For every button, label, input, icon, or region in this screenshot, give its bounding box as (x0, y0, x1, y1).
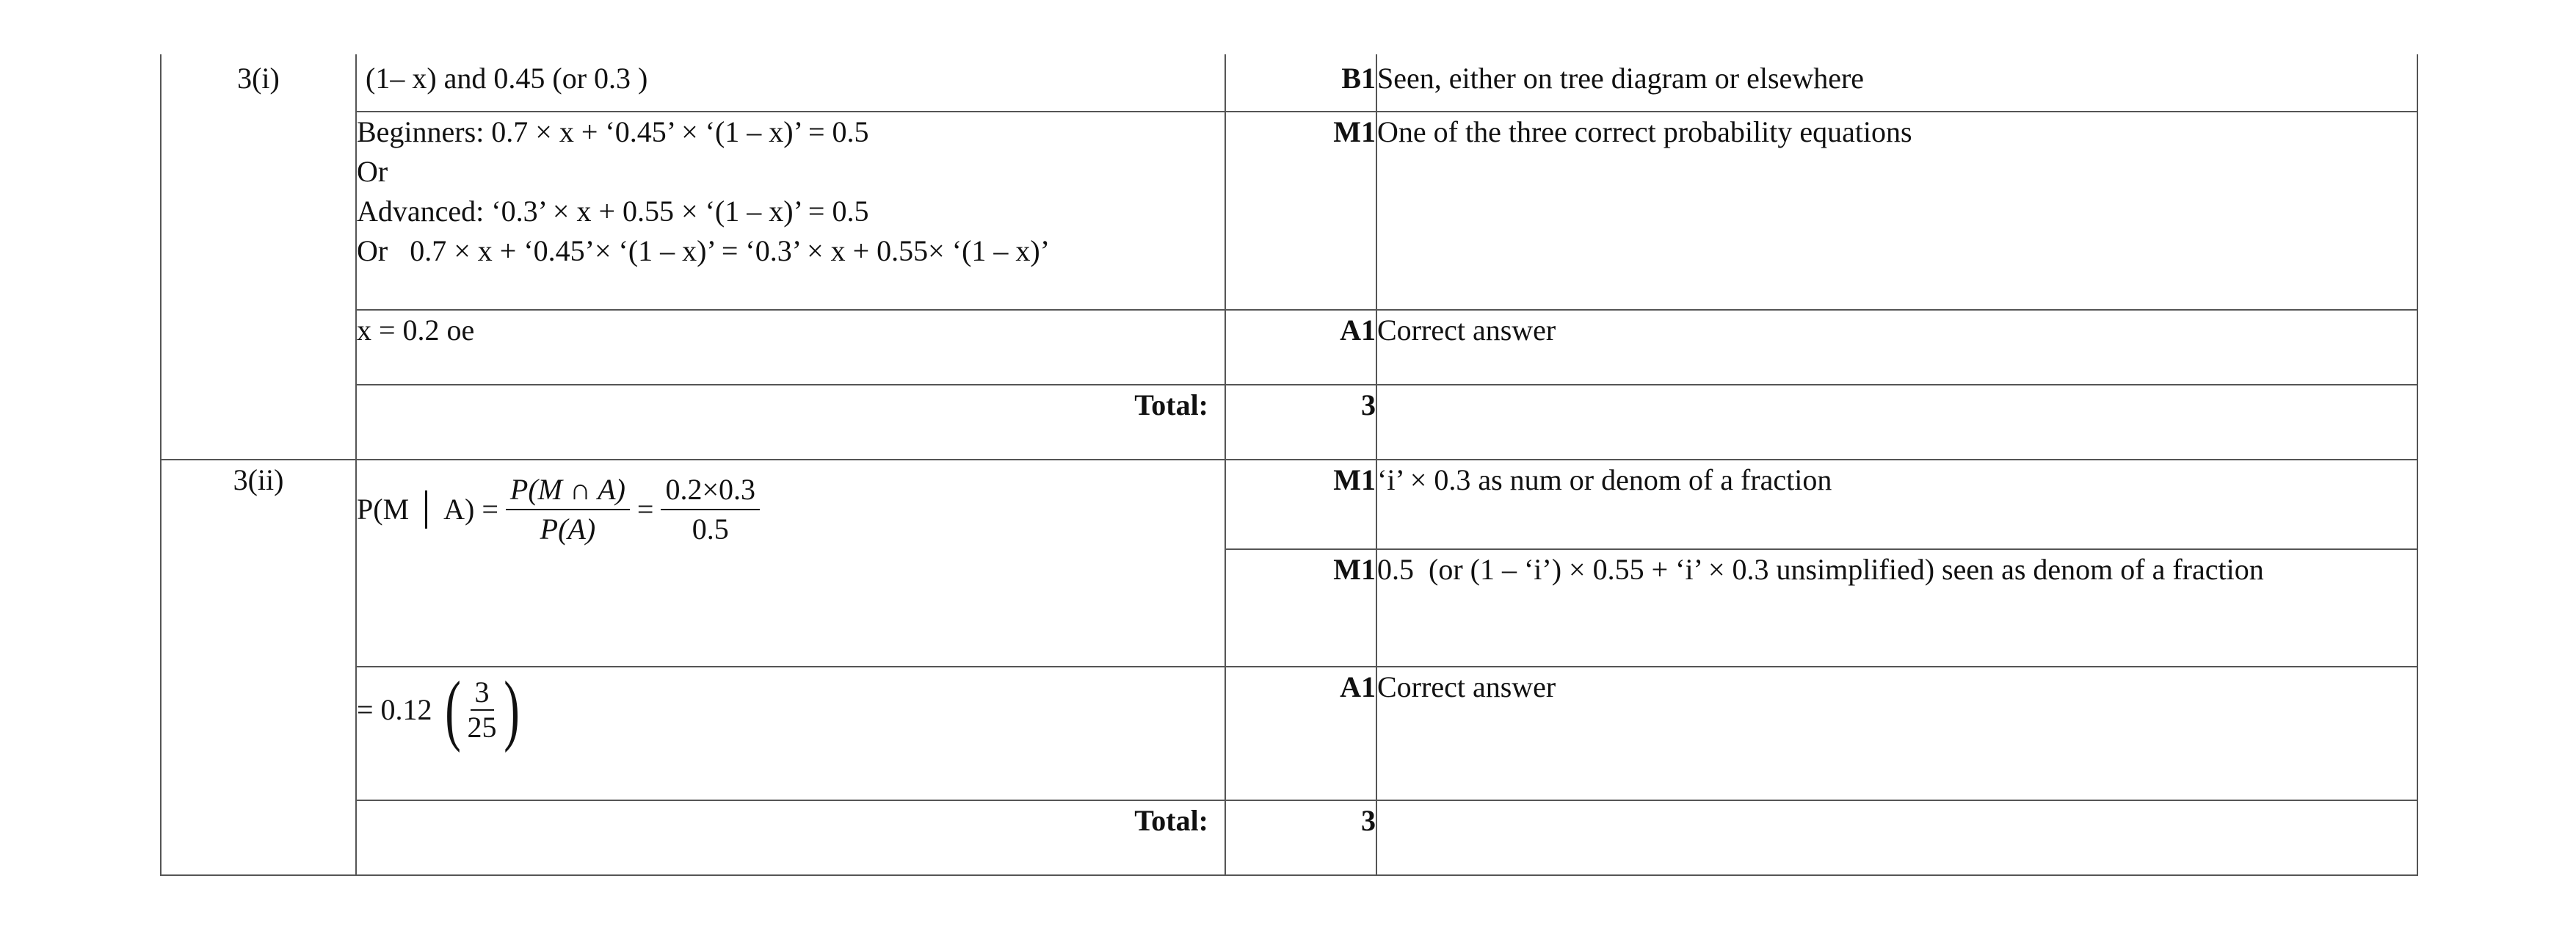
left-parenthesis: ( (444, 666, 461, 753)
answer-value: = 0.12 (357, 693, 432, 726)
expression-lhs-start: P(M (357, 493, 410, 526)
guidance-text: Correct answer (1377, 314, 1556, 347)
answer-text: (1– x) and 0.45 (or 0.3 ) (366, 62, 648, 95)
given-bar (425, 490, 427, 529)
guidance-cell (1376, 460, 2417, 549)
guidance-cell (1376, 54, 2417, 112)
total-row (161, 385, 2417, 460)
question-number: 3(ii) (233, 463, 284, 496)
answer-text: x = 0.2 oe (357, 314, 475, 347)
mark-code: M1 (1333, 463, 1376, 496)
table-row (161, 310, 2417, 385)
equals-sign: = (636, 493, 654, 526)
table-row (161, 667, 2417, 800)
expression-lhs-end: A) = (443, 493, 498, 526)
table-row (161, 112, 2417, 310)
mark-code: M1 (1333, 553, 1376, 586)
guidance-cell (1376, 310, 2417, 385)
mark-scheme-table (160, 54, 2418, 876)
fraction (506, 471, 630, 548)
conditional-probability-expression (357, 471, 767, 548)
fraction-denominator: 25 (467, 711, 497, 744)
fraction-numerator: 0.2×0.3 (661, 471, 760, 510)
mark-code: A1 (1340, 314, 1376, 347)
guidance-cell (1376, 112, 2417, 310)
question-number-cell (161, 460, 356, 875)
answer-line: Or 0.7 × x + ‘0.45’× ‘(1 – x)’ = ‘0.3’ × x + 0.55× ‘(1 – x)’ (357, 234, 1051, 267)
fraction-denominator: 0.5 (692, 512, 729, 546)
answer-cell (356, 460, 1225, 667)
answer-line: Advanced: ‘0.3’ × x + 0.55 × ‘(1 – x)’ = 0.5 (357, 195, 869, 228)
fraction-denominator: P(A) (540, 512, 596, 546)
total-mark: 3 (1361, 388, 1376, 421)
mark-cell (1225, 549, 1376, 667)
fraction (661, 471, 760, 548)
guidance-text: Seen, either on tree diagram or elsewhere (1377, 62, 1865, 95)
mark-code: A1 (1340, 670, 1376, 703)
mark-cell (1225, 54, 1376, 112)
guidance-cell (1376, 385, 2417, 460)
right-parenthesis: ) (503, 666, 520, 753)
guidance-cell (1376, 800, 2417, 875)
guidance-cell (1376, 667, 2417, 800)
total-mark-cell (1225, 385, 1376, 460)
total-label-cell (356, 800, 1225, 875)
mark-code: B1 (1341, 62, 1376, 95)
total-label: Total: (1134, 804, 1208, 837)
table-row (161, 460, 2417, 549)
total-label: Total: (1134, 388, 1208, 421)
fraction-numerator: 3 (471, 675, 494, 711)
total-row (161, 800, 2417, 875)
answer-line: Or (357, 155, 388, 188)
total-mark-cell (1225, 800, 1376, 875)
total-label-cell (356, 385, 1225, 460)
mark-cell (1225, 460, 1376, 549)
guidance-cell (1376, 549, 2417, 667)
question-number-cell (161, 54, 356, 460)
answer-cell (356, 667, 1225, 800)
answer-cell (356, 310, 1225, 385)
fraction-numerator: P(M ∩ A) (506, 471, 630, 510)
answer-expression (357, 666, 520, 753)
mark-cell (1225, 112, 1376, 310)
total-mark: 3 (1361, 804, 1376, 837)
answer-line: Beginners: 0.7 × x + ‘0.45’ × ‘(1 – x)’ = 0.5 (357, 115, 869, 148)
question-number: 3(i) (237, 62, 280, 95)
guidance-text: One of the three correct probability equations (1377, 115, 1912, 148)
guidance-text: ‘i’ × 0.3 as num or denom of a fraction (1377, 463, 1832, 496)
answer-cell (356, 54, 1225, 112)
answer-cell (356, 112, 1225, 310)
mark-cell (1225, 310, 1376, 385)
guidance-text: Correct answer (1377, 670, 1556, 703)
guidance-text: 0.5 (or (1 – ‘i’) × 0.55 + ‘i’ × 0.3 unsimplified) seen as denom of a fraction (1377, 553, 2264, 586)
mark-cell (1225, 667, 1376, 800)
mark-code: M1 (1333, 115, 1376, 148)
fraction (463, 675, 501, 745)
table-row (161, 54, 2417, 112)
